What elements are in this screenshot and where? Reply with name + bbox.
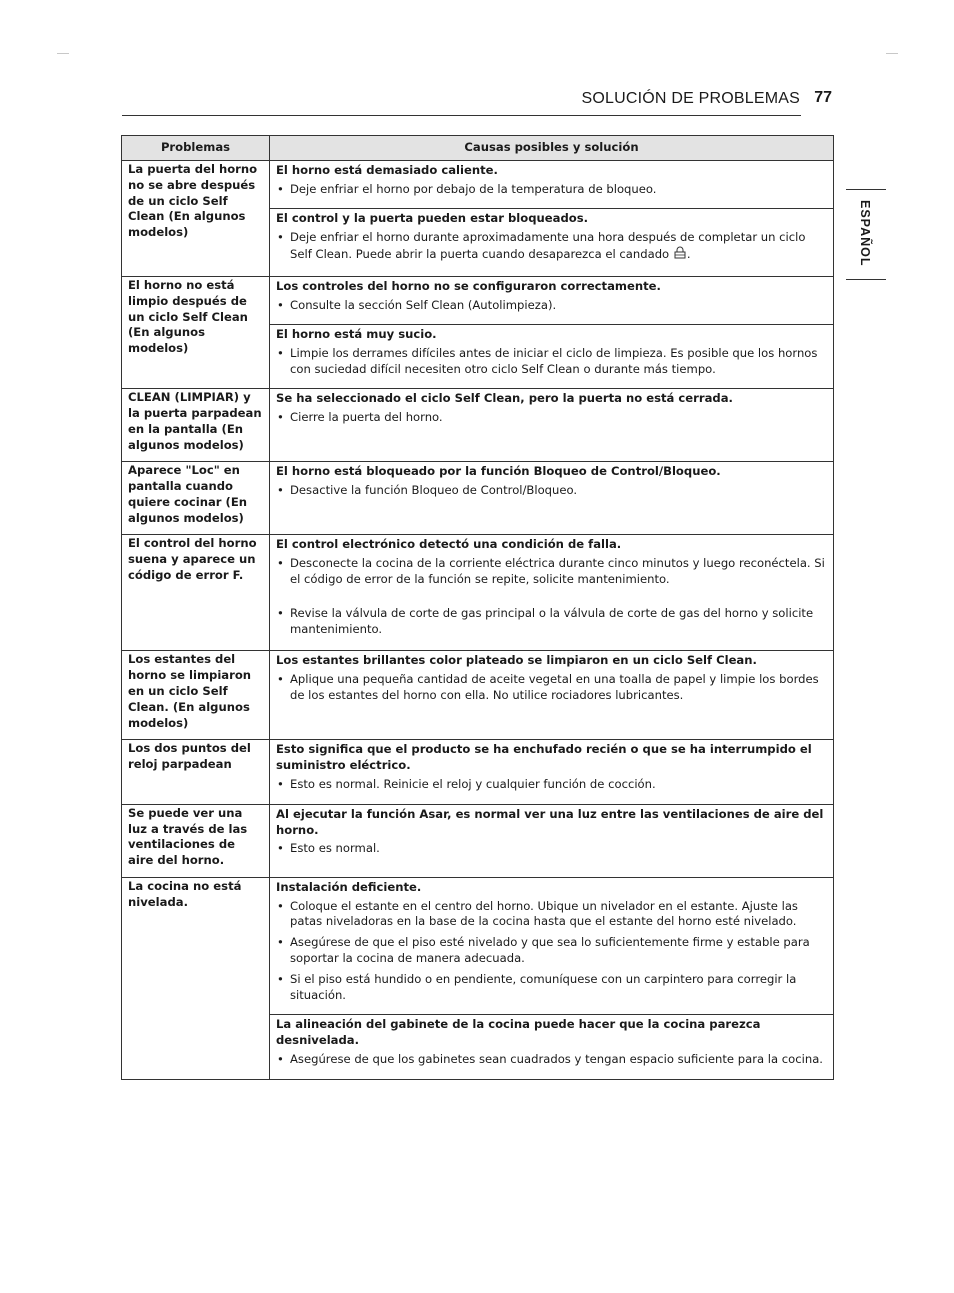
troubleshooting-table <box>121 135 834 1080</box>
column-header-causes: Causas posibles y solución <box>270 136 834 161</box>
problem-cell: La cocina no está nivelada. <box>122 877 270 1079</box>
solution-item: • Si el piso está hundido o en pendiente, comuníquese con un carpintero para corregir la situación. <box>276 972 827 1004</box>
cause-title: El control y la puerta pueden estar bloqueados. <box>276 211 589 225</box>
solution-item: • Coloque el estante en el centro del horno. Ubique un nivelador en el estante. Ajuste las patas niveladoras en la base de la cocina hasta que el estante del horno esté nivelado. <box>276 899 827 931</box>
solution-list <box>276 899 827 1004</box>
solution-item: • Consulte la sección Self Clean (Autolimpieza). <box>276 298 827 314</box>
cause-title: Al ejecutar la función Asar, es normal ver una luz entre las ventilaciones de aire del horno. <box>276 806 824 837</box>
cause-block <box>270 535 833 648</box>
cause-title: Los estantes brillantes color plateado se limpiaron en un ciclo Self Clean. <box>276 653 757 668</box>
solution-item: • Asegúrese de que los gabinetes sean cuadrados y tengan espacio suficiente para la cocina. <box>276 1052 827 1068</box>
solution-list <box>276 298 827 314</box>
page-number: 77 <box>814 89 832 106</box>
cause-title: Instalación deficiente. <box>276 879 422 894</box>
cause-block <box>270 389 833 437</box>
problem-cell: El control del horno suena y aparece un código de error F. <box>122 535 270 651</box>
problem-cell: Los dos puntos del reloj parpadean <box>122 740 270 804</box>
causes-cell <box>270 740 834 804</box>
problem-cell: CLEAN (LIMPIAR) y la puerta parpadean en la pantalla (En algunos modelos) <box>122 389 270 462</box>
solution-item: • Deje enfriar el horno durante aproximadamente una hora después de completar un ciclo Self Clean. Puede abrir la puerta cuando desaparezca el candado . <box>276 230 827 265</box>
causes-cell <box>270 389 834 462</box>
solution-list <box>276 672 827 704</box>
solution-item: • Esto es normal. <box>276 841 827 857</box>
cause-block <box>270 1014 833 1078</box>
crop-mark-left <box>57 53 69 54</box>
cause-title: El control electrónico detectó una condición de falla. <box>276 537 622 552</box>
table-row <box>122 277 834 389</box>
causes-cell <box>270 462 834 535</box>
table-header-row <box>122 136 834 161</box>
solution-item: • Limpie los derrames difíciles antes de iniciar el ciclo de limpieza. Es posible que los hornos con suciedad difícil necesiten otro ciclo Self Clean o durante más tiempo. <box>276 346 827 378</box>
solution-list <box>276 777 827 793</box>
cause-title: La alineación del gabinete de la cocina puede hacer que la cocina parezca desnivelada. <box>276 1017 761 1048</box>
solution-list <box>276 230 827 265</box>
solution-item: • Deje enfriar el horno por debajo de la temperatura de bloqueo. <box>276 182 827 198</box>
problem-cell: Se puede ver una luz a través de las ventilaciones de aire del horno. <box>122 804 270 877</box>
cause-title: Los controles del horno no se configuraron correctamente. <box>276 279 661 293</box>
cause-block <box>270 161 833 208</box>
cause-block <box>270 462 833 510</box>
solution-list <box>276 410 827 426</box>
problem-cell: La puerta del horno no se abre después de un ciclo Self Clean (En algunos modelos) <box>122 161 270 277</box>
solution-list <box>276 182 827 198</box>
solution-item: • Asegúrese de que el piso esté nivelado y que sea lo suficientemente firme y estable para soportar la cocina de manera adecuada. <box>276 935 827 967</box>
causes-cell <box>270 877 834 1079</box>
cause-block <box>270 208 833 275</box>
cause-title: Se ha seleccionado el ciclo Self Clean, pero la puerta no está cerrada. <box>276 391 733 406</box>
solution-list <box>276 1052 827 1068</box>
column-header-problems: Problemas <box>122 136 270 161</box>
solution-item: • Revise la válvula de corte de gas principal o la válvula de corte de gas del horno y solicite mantenimiento. <box>276 606 827 638</box>
solution-item: • Desactive la función Bloqueo de Control/Bloqueo. <box>276 483 827 499</box>
cause-block <box>270 651 833 714</box>
causes-cell <box>270 535 834 651</box>
table-row <box>122 161 834 277</box>
solution-item: • Esto es normal. Reinicie el reloj y cualquier función de cocción. <box>276 777 827 793</box>
causes-cell <box>270 277 834 389</box>
problem-cell: Los estantes del horno se limpiaron en un ciclo Self Clean. (En algunos modelos) <box>122 651 270 740</box>
cause-block <box>270 878 833 1015</box>
table-row <box>122 804 834 877</box>
solution-item: • Aplique una pequeña cantidad de aceite vegetal en una toalla de papel y limpie los bordes de los estantes del horno con ella. No utilice rociadores lubricantes. <box>276 672 827 704</box>
problem-cell: El horno no está limpio después de un ciclo Self Clean (En algunos modelos) <box>122 277 270 389</box>
cause-block <box>270 805 833 868</box>
solution-item: • Cierre la puerta del horno. <box>276 410 827 426</box>
cause-block <box>270 740 833 803</box>
cause-title: Esto significa que el producto se ha enchufado recién o que se ha interrumpido el suministro eléctrico. <box>276 742 812 773</box>
cause-title: El horno está demasiado caliente. <box>276 163 498 177</box>
language-label: ESPAÑOL <box>858 200 872 267</box>
problem-cell: Aparece "Loc" en pantalla cuando quiere cocinar (En algunos modelos) <box>122 462 270 535</box>
table-row <box>122 462 834 535</box>
language-side-tab <box>846 189 886 280</box>
solution-list <box>276 346 827 378</box>
causes-cell <box>270 161 834 277</box>
table-row <box>122 740 834 804</box>
causes-cell <box>270 651 834 740</box>
table-row <box>122 535 834 651</box>
table-row <box>122 651 834 740</box>
cause-title: El horno está muy sucio. <box>276 327 437 341</box>
crop-mark-right <box>886 53 898 54</box>
cause-title: El horno está bloqueado por la función Bloqueo de Control/Bloqueo. <box>276 464 721 479</box>
lock-icon <box>673 246 687 265</box>
solution-list <box>276 556 827 637</box>
table-row <box>122 877 834 1079</box>
solution-text: Deje enfriar el horno durante aproximadamente una hora después de completar un ciclo Self Clean. Puede abrir la puerta cuando desaparezca el candado <box>290 229 806 261</box>
header-rule <box>122 115 801 116</box>
causes-cell <box>270 804 834 877</box>
section-title: SOLUCIÓN DE PROBLEMAS <box>581 90 800 107</box>
table-row <box>122 389 834 462</box>
cause-block <box>270 324 833 388</box>
solution-list <box>276 483 827 499</box>
cause-block <box>270 277 833 324</box>
solution-item: • Desconecte la cocina de la corriente eléctrica durante cinco minutos y luego reconéctela. Si el código de error de la función se repite, solicite mantenimiento. <box>276 556 827 588</box>
page-header <box>122 88 832 116</box>
solution-list <box>276 841 827 857</box>
